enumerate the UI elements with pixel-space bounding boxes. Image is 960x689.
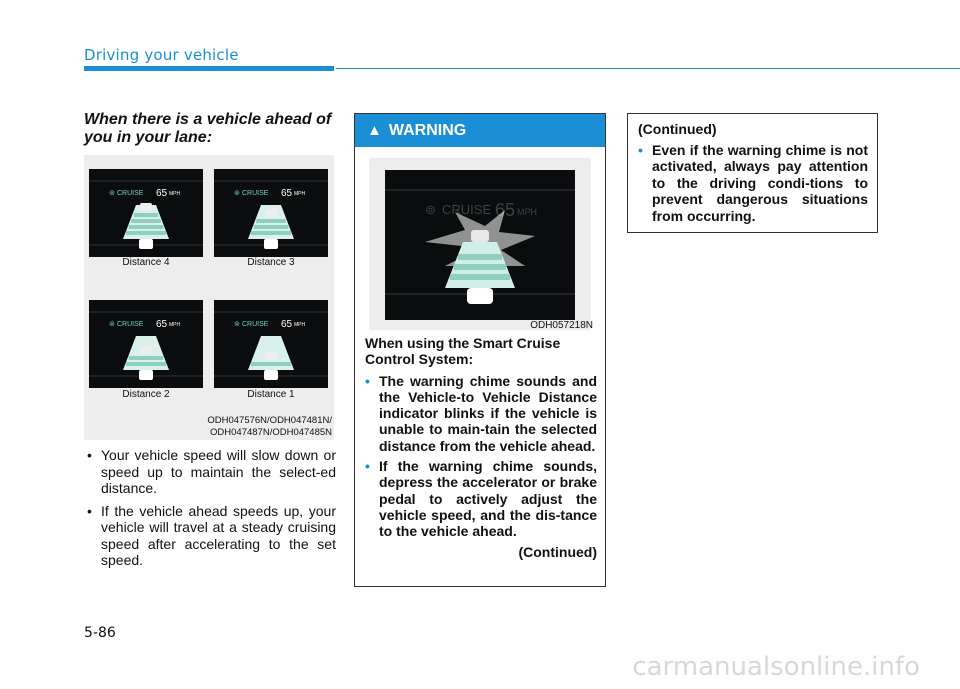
continued-label: (Continued) [518,543,597,560]
cruise-icon: ⊚ [109,190,115,197]
lead-vehicle-icon [265,209,277,217]
cruise-label: CRUISE [117,321,144,328]
subheading: When there is a vehicle ahead of you in your lane: [84,111,332,146]
cruise-icon: ⊚ [234,321,240,328]
speed-value: 65 [495,200,516,220]
cruise-display-graphic [89,169,203,257]
cruise-icon: ⊚ [234,190,240,197]
distance-figure [84,155,334,440]
continued-title: (Continued) [638,121,717,137]
own-vehicle-icon [139,239,153,249]
warning-body [365,335,597,560]
distance-caption-3: Distance 3 [247,257,295,268]
list-item: • Even if the warning chime is not activated, always pay attention to the driving condi-tions to prevent dangerous situations from occurring. [638,141,868,224]
distance-bar [454,264,506,270]
distance-panel-4 [89,169,203,257]
own-vehicle-icon [264,370,278,380]
lead-vehicle-icon [140,203,152,211]
watermark: carmanualsonline.info [632,652,920,682]
distance-bar [254,225,289,229]
speed-value: 65 [156,188,168,199]
bullet-dot-icon: • [365,372,370,389]
warning-title: WARNING [388,121,467,139]
speed-unit: MPH [294,191,306,197]
speed-value: 65 [281,319,293,330]
distance-panel-1 [214,300,328,388]
warning-header [355,114,605,147]
warning-box [354,113,606,587]
warning-triangle-icon: ▲ [367,122,382,139]
lead-vehicle-icon [471,230,489,242]
bullet-dot-icon: • [87,502,92,519]
cruise-display-graphic [89,300,203,388]
speed-unit: MPH [517,207,537,217]
lead-vehicle-icon [140,346,152,354]
warning-intro: When using the Smart Cruise Control System: [365,335,561,368]
distance-panel-3 [214,169,328,257]
speed-unit: MPH [169,322,181,328]
list-item: • The warning chime sounds and the Vehicle-to Vehicle Distance indicator blinks if the vehicle is unable to main-tain the selected distance from the vehicle ahead. [365,372,597,454]
cruise-display-graphic [214,300,328,388]
cruise-label: CRUISE [242,321,269,328]
distance-bar [129,356,164,360]
warning-figure-code: ODH057218N [530,320,593,331]
warning-figure [369,158,591,330]
list-item: • If the warning chime sounds, depress the accelerator or brake pedal to actively adjust the vehicle speed, and the dis-tance to the vehicle ahead. [365,458,597,540]
header-accent-bar [84,66,334,71]
continued-box [627,113,878,233]
warning-screen [385,170,575,320]
distance-caption-2: Distance 2 [122,389,170,400]
distance-bar [126,362,166,366]
distance-panel-2 [89,300,203,388]
distance-bar [134,213,158,217]
speed-value: 65 [281,188,293,199]
header-rule [336,68,960,69]
own-vehicle-icon [467,288,493,304]
distance-bar [251,362,291,366]
bullet-dot-icon: • [87,447,92,463]
distance-bar [131,219,161,223]
distance-caption-1: Distance 1 [247,389,295,400]
speed-unit: MPH [169,191,181,197]
distance-bar [256,219,286,223]
distance-bar [450,274,510,280]
cruise-label: CRUISE [242,190,269,197]
page-number: 5-86 [84,625,116,641]
cruise-display-graphic [214,169,328,257]
own-vehicle-icon [264,239,278,249]
info-bullets [84,447,336,575]
bullet-dot-icon: • [638,141,643,158]
distance-bar [129,225,164,229]
list-item: • If the vehicle ahead speeds up, your vehicle will travel at a steady cruising speed after accelerating to the set speed. [87,502,336,568]
section-header: Driving your vehicle [84,46,239,64]
distance-bar [126,231,166,235]
distance-caption-4: Distance 4 [122,257,170,268]
own-vehicle-icon [139,370,153,380]
bullet-dot-icon: • [365,458,370,475]
cruise-label: CRUISE [117,190,144,197]
lead-vehicle-icon [265,352,277,360]
list-item: • Your vehicle speed will slow down or speed up to maintain the select-ed distance. [87,447,336,496]
cruise-icon: ⊚ [109,321,115,328]
cruise-icon: ⊚ [425,202,436,217]
distance-bar [458,254,502,260]
figure-code: ODH047576N/ODH047481N/ ODH047487N/ODH047485N [207,415,332,438]
speed-unit: MPH [294,322,306,328]
speed-value: 65 [156,319,168,330]
warning-screen-graphic [385,170,575,320]
cruise-label: CRUISE [442,202,492,217]
distance-bar [251,231,291,235]
